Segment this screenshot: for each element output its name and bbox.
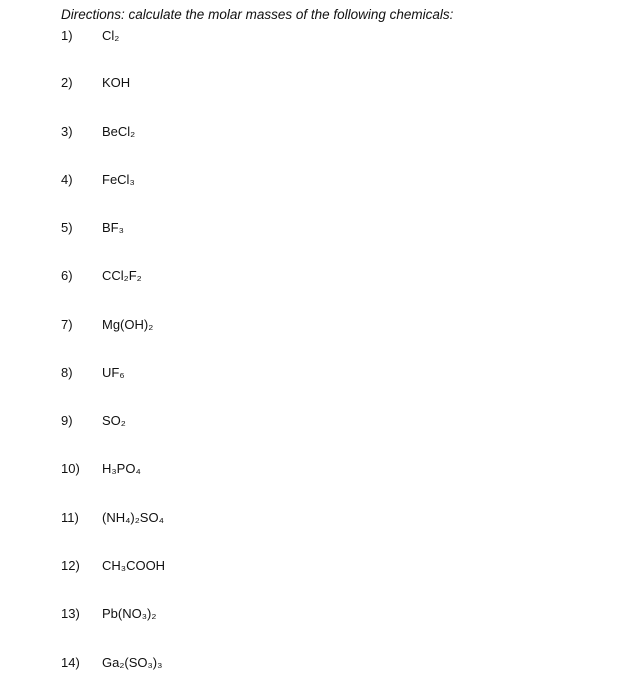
chemical-formula: Ga₂(SO₃)₃ [102, 655, 163, 670]
chemical-formula: KOH [102, 75, 131, 90]
chemical-formula: Pb(NO₃)₂ [102, 606, 157, 621]
item-number: 10) [61, 461, 80, 476]
item-number: 4) [61, 172, 73, 187]
chemical-formula: Cl₂ [102, 28, 120, 43]
directions-text: Directions: calculate the molar masses of the following chemicals: [61, 7, 454, 22]
item-number: 2) [61, 75, 73, 90]
chemical-formula: CH₃COOH [102, 558, 166, 573]
item-number: 6) [61, 268, 73, 283]
item-number: 3) [61, 124, 73, 139]
item-number: 13) [61, 606, 80, 621]
chemical-formula: UF₆ [102, 365, 125, 380]
item-number: 9) [61, 413, 73, 428]
item-number: 1) [61, 28, 73, 43]
item-number: 11) [61, 510, 79, 525]
chemical-formula: BeCl₂ [102, 124, 136, 139]
item-number: 14) [61, 655, 80, 670]
chemical-formula: FeCl₃ [102, 172, 135, 187]
chemical-formula: (NH₄)₂SO₄ [102, 510, 164, 525]
item-number: 5) [61, 220, 73, 235]
item-number: 12) [61, 558, 80, 573]
chemical-formula: BF₃ [102, 220, 124, 235]
chemical-formula: CCl₂F₂ [102, 268, 142, 283]
item-number: 8) [61, 365, 73, 380]
chemical-formula: SO₂ [102, 413, 126, 428]
item-number: 7) [61, 317, 73, 332]
chemical-formula: Mg(OH)₂ [102, 317, 154, 332]
chemical-formula: H₃PO₄ [102, 461, 141, 476]
